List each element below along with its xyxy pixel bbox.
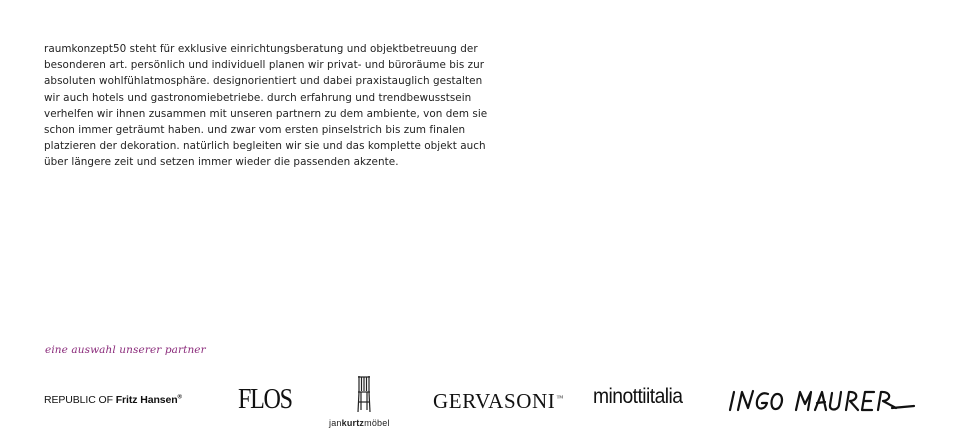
- intro-text: [44, 41, 544, 171]
- flos-logo[interactable]: FLOS: [238, 384, 292, 415]
- intro-line: besonderen art. persönlich und individuell planen wir privat- und büroräume bis zur: [44, 59, 485, 72]
- fritz-hansen-prefix: REPUBLIC OF: [44, 394, 116, 406]
- intro-line: platzieren der dekoration. natürlich begleiten wir sie und das komplette objekt auch: [44, 140, 486, 153]
- intro-line: wir auch hotels und gastronomiebetriebe. durch erfahrung und trendbewusstsein: [44, 91, 472, 104]
- fritz-hansen-brand: Fritz Hansen: [115, 394, 178, 406]
- minotti-italia-logo[interactable]: minottiitalia: [593, 385, 683, 408]
- fritz-hansen-logo[interactable]: [44, 394, 182, 406]
- jankurtz-part-moebel: möbel: [364, 418, 390, 428]
- intro-line: schon immer geträumt haben. und zwar vom ersten pinselstrich bis zum finalen: [44, 124, 466, 137]
- intro-line: absoluten wohlfühlatmosphäre. designorientiert und dabei praxistauglich gestalten: [44, 75, 483, 88]
- jankurtz-wordmark: [329, 418, 390, 428]
- ingo-maurer-signature: [728, 386, 918, 416]
- jankurtz-part-kurtz: kurtz: [341, 418, 365, 428]
- intro-line: raumkonzept50 steht für exklusive einrichtungsberatung und objektbetreuung der: [44, 43, 478, 55]
- trademark-mark: ™: [556, 394, 564, 402]
- jankurtz-part-jan: jan: [329, 418, 342, 428]
- jankurtz-logo[interactable]: [327, 374, 403, 430]
- gervasoni-wordmark: GERVASONI: [433, 389, 556, 413]
- ingo-maurer-logo[interactable]: [728, 386, 918, 416]
- partners-heading: eine auswahl unserer partner: [45, 344, 206, 356]
- registered-mark: ®: [177, 394, 182, 401]
- gervasoni-logo[interactable]: [433, 389, 564, 414]
- intro-line: verhelfen wir ihnen zusammen mit unseren partnern zu dem ambiente, von dem sie: [44, 107, 488, 120]
- chair-icon: [355, 374, 373, 414]
- intro-line: über längere zeit und setzen immer wieder die passenden akzente.: [44, 156, 399, 169]
